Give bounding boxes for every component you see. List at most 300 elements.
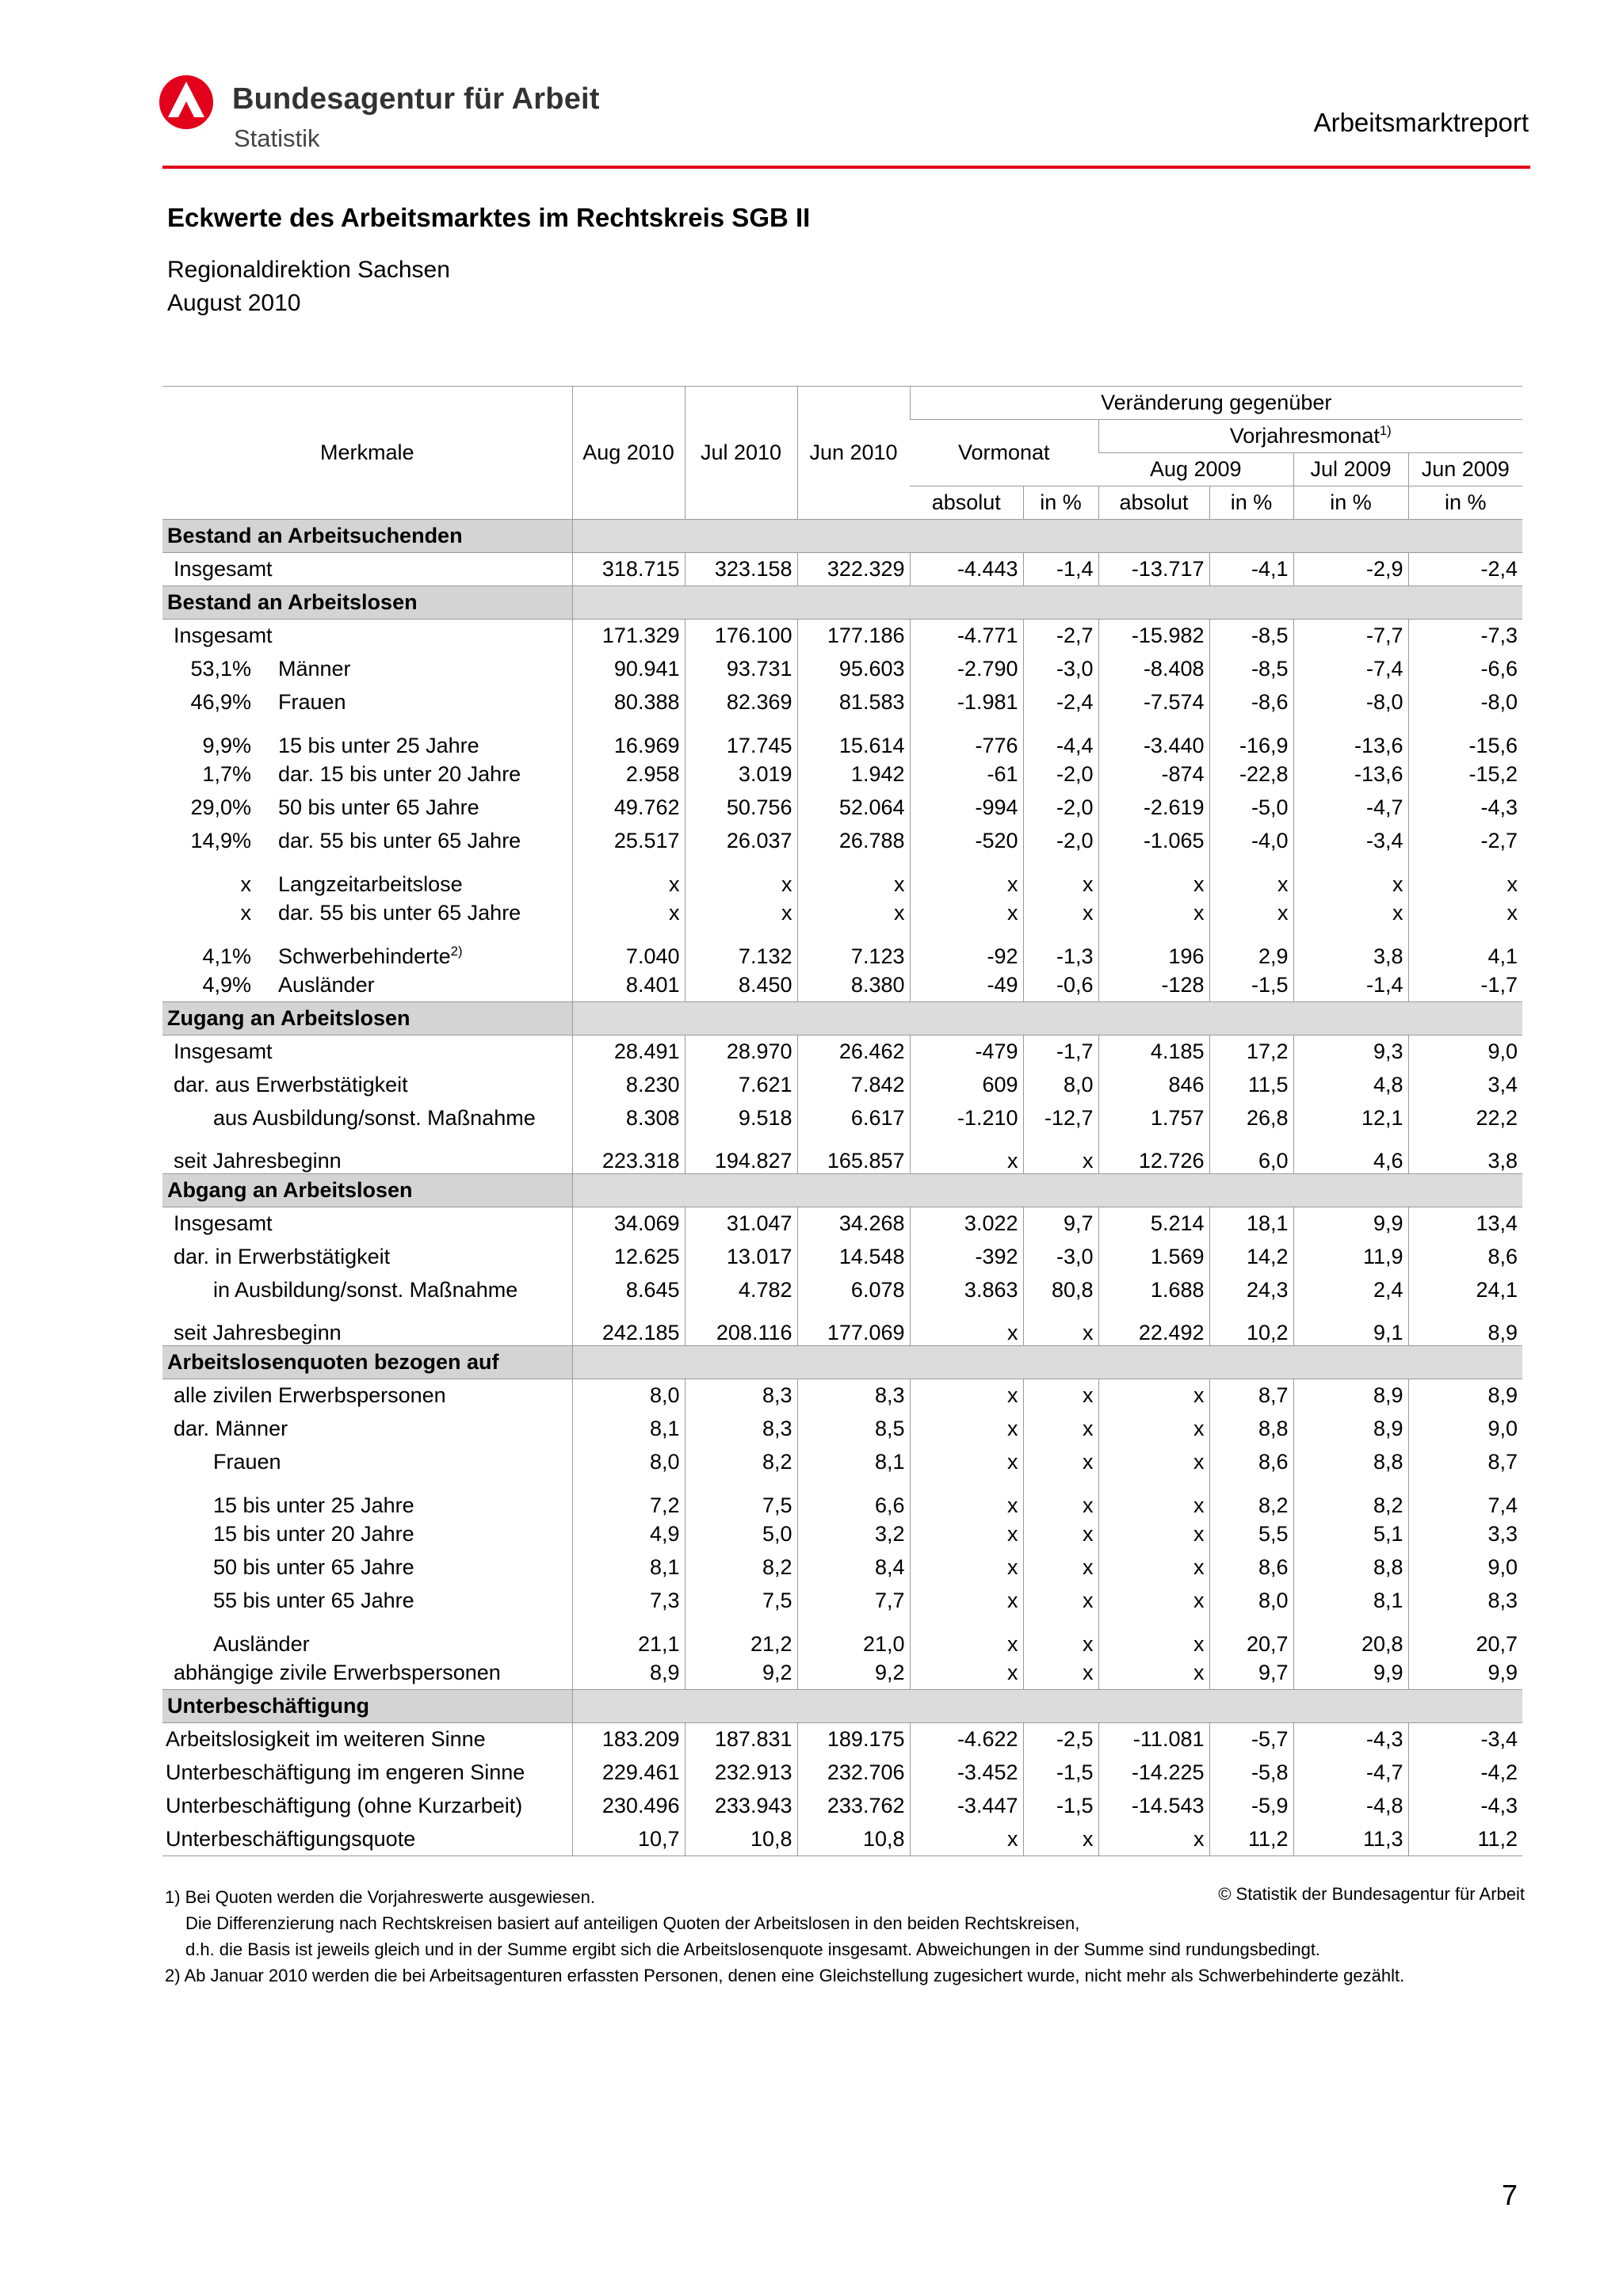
section-header	[162, 1002, 1522, 1035]
row-share: x	[240, 901, 251, 925]
page-number: 7	[1501, 2179, 1518, 2211]
table-cell: x	[1098, 1823, 1209, 1856]
table-cell: -2,9	[1293, 553, 1408, 586]
table-cell: 189.175	[797, 1723, 910, 1756]
table-cell: x	[1098, 1379, 1209, 1413]
table-cell: -11.081	[1098, 1723, 1209, 1756]
table-cell: 5,5	[1209, 1518, 1293, 1551]
table-cell: x	[910, 1379, 1023, 1413]
table-cell: 3,8	[1293, 930, 1408, 969]
table-cell: 11,3	[1293, 1823, 1408, 1856]
table-cell: x	[1098, 1585, 1209, 1618]
table-cell: 5,0	[685, 1518, 797, 1551]
table-cell: 28.970	[685, 1035, 797, 1069]
page-title: Eckwerte des Arbeitsmarktes im Rechtskreis SGB II	[167, 203, 811, 232]
table-cell: -5,8	[1209, 1756, 1293, 1790]
table-cell: 31.047	[685, 1207, 797, 1241]
table-cell: 13.017	[685, 1241, 797, 1274]
row-label	[162, 858, 572, 897]
table-cell: 7.842	[797, 1069, 910, 1102]
section-title: Bestand an Arbeitslosen	[162, 586, 572, 620]
table-cell: 323.158	[685, 553, 797, 586]
table-row	[162, 1035, 1522, 1069]
table-cell: -4,7	[1293, 1756, 1408, 1790]
row-label-text	[273, 901, 567, 925]
table-row	[162, 858, 1522, 897]
row-label	[162, 719, 572, 758]
table-cell: 7,4	[1408, 1479, 1522, 1518]
table-cell: 232.913	[685, 1756, 797, 1790]
table-cell: 8.230	[572, 1069, 685, 1102]
table-cell: -6,6	[1408, 653, 1522, 686]
table-cell: 7,3	[572, 1585, 685, 1618]
row-label	[162, 825, 572, 858]
table-cell: 233.943	[685, 1790, 797, 1823]
table-cell: 3.019	[685, 758, 797, 791]
row-label	[162, 897, 572, 930]
row-label: Unterbeschäftigungsquote	[162, 1823, 572, 1856]
table-cell: 318.715	[572, 553, 685, 586]
table-cell: 9,2	[685, 1657, 797, 1690]
table-cell: 3,4	[1408, 1069, 1522, 1102]
table-row	[162, 553, 1522, 586]
table-cell: -14.225	[1098, 1756, 1209, 1790]
table-cell: x	[1023, 1618, 1098, 1657]
table-cell: 9,3	[1293, 1035, 1408, 1069]
table-row	[162, 1823, 1522, 1856]
header-merkmale: Merkmale	[162, 387, 572, 520]
table-cell: -392	[910, 1241, 1023, 1274]
table-cell: 4.185	[1098, 1035, 1209, 1069]
table-cell: 50.756	[685, 791, 797, 825]
table-cell: -7,4	[1293, 653, 1408, 686]
table-cell: x	[1023, 858, 1098, 897]
table-cell: 28.491	[572, 1035, 685, 1069]
table-row	[162, 825, 1522, 858]
table-cell: 8,3	[1408, 1585, 1522, 1618]
header-pct-jun2009: in %	[1408, 486, 1522, 520]
table-cell: 20,7	[1408, 1618, 1522, 1657]
table-cell: x	[1023, 1823, 1098, 1856]
table-cell: 7,5	[685, 1479, 797, 1518]
section-title: Zugang an Arbeitslosen	[162, 1002, 572, 1035]
table-cell: 171.329	[572, 620, 685, 653]
table-cell: x	[1023, 1657, 1098, 1690]
table-cell: 8,3	[685, 1413, 797, 1446]
row-label-text	[273, 734, 567, 758]
footnote-1: 1) Bei Quoten werden die Vorjahreswerte ausgewiesen.	[165, 1887, 595, 1907]
table-cell: 8,2	[685, 1551, 797, 1585]
table-cell: 9,7	[1209, 1657, 1293, 1690]
table-cell: 15.614	[797, 719, 910, 758]
row-share: 9,9%	[202, 733, 251, 757]
row-label: Insgesamt	[174, 557, 273, 581]
table-cell: x	[910, 1585, 1023, 1618]
table-cell: 3.022	[910, 1207, 1023, 1241]
table-cell: -49	[910, 969, 1023, 1002]
row-label	[162, 758, 572, 791]
row-label-text-value: dar. 55 bis unter 65 Jahre	[278, 901, 521, 925]
table-row	[162, 686, 1522, 719]
table-cell: 1.688	[1098, 1274, 1209, 1307]
ba-logo-icon	[158, 74, 214, 130]
table-cell: 10,2	[1209, 1307, 1293, 1346]
table-cell: 232.706	[797, 1756, 910, 1790]
table-cell: -994	[910, 791, 1023, 825]
table-cell: -14.543	[1098, 1790, 1209, 1823]
table-cell: 9,0	[1408, 1551, 1522, 1585]
row-label: dar. aus Erwerbstätigkeit	[174, 1073, 408, 1097]
table-cell: 846	[1098, 1069, 1209, 1102]
table-cell: -2,5	[1023, 1723, 1098, 1756]
table-cell: 26,8	[1209, 1102, 1293, 1135]
header-pct-jul2009: in %	[1293, 486, 1408, 520]
table-cell: 8,8	[1293, 1551, 1408, 1585]
table-row	[162, 1790, 1522, 1823]
table-cell: -4,7	[1293, 791, 1408, 825]
table-row	[162, 1446, 1522, 1479]
table-cell: 10,7	[572, 1823, 685, 1856]
table-row	[162, 897, 1522, 930]
table-cell: -1.981	[910, 686, 1023, 719]
table-cell: 22.492	[1098, 1307, 1209, 1346]
header-jun2010: Jun 2010	[797, 387, 910, 520]
table-row	[162, 719, 1522, 758]
table-cell: x	[797, 858, 910, 897]
section-header	[162, 1174, 1522, 1207]
table-cell: 1.757	[1098, 1102, 1209, 1135]
table-cell: -12,7	[1023, 1102, 1098, 1135]
table-cell: 177.186	[797, 620, 910, 653]
table-cell: 8,1	[572, 1413, 685, 1446]
table-cell: 21,2	[685, 1618, 797, 1657]
table-cell: 322.329	[797, 553, 910, 586]
row-share: 53,1%	[190, 657, 251, 681]
table-cell: x	[572, 858, 685, 897]
table-cell: -7,7	[1293, 620, 1408, 653]
table-cell: -4.443	[910, 553, 1023, 586]
row-label: seit Jahresbeginn	[174, 1321, 342, 1344]
table-cell: x	[1098, 858, 1209, 897]
table-cell: 7.621	[685, 1069, 797, 1102]
table-cell: x	[1293, 858, 1408, 897]
row-label-text-value: 15 bis unter 25 Jahre	[278, 733, 479, 757]
table-cell: -7,3	[1408, 620, 1522, 653]
table-cell: 26.462	[797, 1035, 910, 1069]
table-row	[162, 1551, 1522, 1585]
row-label-text-value: Langzeitarbeitslose	[278, 871, 463, 896]
header-aug2010: Aug 2010	[572, 387, 685, 520]
table-cell: 8,9	[1293, 1413, 1408, 1446]
row-label	[162, 791, 572, 825]
section-header	[162, 520, 1522, 553]
row-label-text	[273, 657, 567, 681]
table-cell: -4.771	[910, 620, 1023, 653]
table-cell: 9,9	[1293, 1657, 1408, 1690]
table-cell: -1,4	[1023, 553, 1098, 586]
row-note: 2)	[450, 944, 463, 959]
table-cell: 17.745	[685, 719, 797, 758]
table-cell: -3,0	[1023, 1241, 1098, 1274]
header-jun2009: Jun 2009	[1408, 453, 1522, 486]
header-absolut-vorjahr: absolut	[1098, 486, 1209, 520]
row-label: Unterbeschäftigung (ohne Kurzarbeit)	[166, 1794, 523, 1817]
table-cell: 80.388	[572, 686, 685, 719]
table-cell: -8,5	[1209, 653, 1293, 686]
table-cell: 8,2	[1209, 1479, 1293, 1518]
header-aug2009: Aug 2009	[1098, 453, 1293, 486]
table-cell: -3.447	[910, 1790, 1023, 1823]
table-cell: -92	[910, 930, 1023, 969]
table-cell: 8.645	[572, 1274, 685, 1307]
table-cell: 93.731	[685, 653, 797, 686]
table-cell: 9,0	[1408, 1413, 1522, 1446]
table-cell: -15,2	[1408, 758, 1522, 791]
table-cell: x	[1098, 1446, 1209, 1479]
row-label-text-value: Schwerbehinderte	[278, 944, 451, 968]
table-cell: x	[797, 897, 910, 930]
table-cell: 8,6	[1408, 1241, 1522, 1274]
row-label-text-value: 50 bis unter 65 Jahre	[278, 795, 479, 819]
table-cell: 34.268	[797, 1207, 910, 1241]
table-row	[162, 1241, 1522, 1274]
table-cell: 8,0	[1023, 1069, 1098, 1102]
table-cell: 11,5	[1209, 1069, 1293, 1102]
table-cell: 16.969	[572, 719, 685, 758]
table-cell: -128	[1098, 969, 1209, 1002]
table-cell: 6,6	[797, 1479, 910, 1518]
row-label: seit Jahresbeginn	[174, 1149, 342, 1173]
table-cell: -13,6	[1293, 719, 1408, 758]
row-label: 50 bis unter 65 Jahre	[213, 1555, 414, 1579]
table-cell: 95.603	[797, 653, 910, 686]
header-jul2010: Jul 2010	[685, 387, 797, 520]
table-cell: 17,2	[1209, 1035, 1293, 1069]
table-cell: 18,1	[1209, 1207, 1293, 1241]
table-row	[162, 653, 1522, 686]
table-cell: 208.116	[685, 1307, 797, 1346]
table-cell: 3,3	[1408, 1518, 1522, 1551]
org-sub: Statistik	[234, 124, 320, 152]
table-cell: 11,9	[1293, 1241, 1408, 1274]
table-cell: -4,2	[1408, 1756, 1522, 1790]
table-cell: x	[910, 1518, 1023, 1551]
table-cell: 8.308	[572, 1102, 685, 1135]
row-label: 55 bis unter 65 Jahre	[213, 1589, 414, 1612]
table-cell: 8.401	[572, 969, 685, 1002]
table-cell: -3,4	[1408, 1723, 1522, 1756]
row-label-text-value: dar. 15 bis unter 20 Jahre	[278, 762, 521, 786]
table-cell: 11,2	[1209, 1823, 1293, 1856]
section-fill	[572, 1690, 1522, 1723]
table-cell: -2.619	[1098, 791, 1209, 825]
section-title: Bestand an Arbeitsuchenden	[162, 520, 572, 553]
table-cell: 12,1	[1293, 1102, 1408, 1135]
row-share: 46,9%	[190, 690, 251, 714]
table-row	[162, 1102, 1522, 1135]
table-row	[162, 1657, 1522, 1690]
table-cell: 20,8	[1293, 1618, 1408, 1657]
header-jul2009: Jul 2009	[1293, 453, 1408, 486]
table-cell: 26.037	[685, 825, 797, 858]
row-label: Arbeitslosigkeit im weiteren Sinne	[166, 1727, 486, 1752]
table-cell: 8.450	[685, 969, 797, 1002]
table-row	[162, 1585, 1522, 1618]
table-cell: 8,2	[1293, 1479, 1408, 1518]
table-cell: x	[1023, 1585, 1098, 1618]
row-label-text	[273, 690, 567, 715]
table-cell: -5,0	[1209, 791, 1293, 825]
section-fill	[572, 1002, 1522, 1035]
period-label: August 2010	[167, 290, 301, 316]
table-cell: 9,2	[797, 1657, 910, 1690]
table-cell: x	[910, 1657, 1023, 1690]
row-share: 4,1%	[202, 944, 251, 968]
table-cell: x	[910, 858, 1023, 897]
section-fill	[572, 586, 1522, 620]
table-cell: 8,0	[572, 1446, 685, 1479]
table-cell: x	[1408, 858, 1522, 897]
table-cell: 21,0	[797, 1618, 910, 1657]
row-label-text	[273, 973, 567, 997]
table-cell: 9,9	[1408, 1657, 1522, 1690]
table-cell: 177.069	[797, 1307, 910, 1346]
table-row	[162, 1413, 1522, 1446]
row-label-text	[273, 829, 567, 853]
table-cell: -2,4	[1408, 553, 1522, 586]
row-label: Insgesamt	[174, 1211, 273, 1236]
table-cell: 1.942	[797, 758, 910, 791]
table-cell: -0,6	[1023, 969, 1098, 1002]
table-cell: 165.857	[797, 1135, 910, 1174]
table-cell: -4.622	[910, 1723, 1023, 1756]
table-cell: x	[1098, 1413, 1209, 1446]
table-cell: 10,8	[797, 1823, 910, 1856]
table-cell: 26.788	[797, 825, 910, 858]
table-row	[162, 969, 1522, 1002]
row-label: 15 bis unter 25 Jahre	[213, 1493, 414, 1517]
table-row	[162, 1274, 1522, 1307]
header-vorjahresmonat: Vorjahresmonat$^{1)}$	[1098, 420, 1522, 453]
table-cell: 8,1	[797, 1446, 910, 1479]
table-cell: x	[1023, 1413, 1098, 1446]
table-cell: 1.569	[1098, 1241, 1209, 1274]
region-label: Regionaldirektion Sachsen	[167, 257, 450, 283]
table-cell: -479	[910, 1035, 1023, 1069]
table-cell: -520	[910, 825, 1023, 858]
table-cell: -4,3	[1408, 1790, 1522, 1823]
table-cell: -1.065	[1098, 825, 1209, 858]
table-cell: -8,5	[1209, 620, 1293, 653]
table-cell: 8,9	[1408, 1307, 1522, 1346]
row-label: Ausländer	[213, 1631, 310, 1656]
table-cell: -1,5	[1023, 1790, 1098, 1823]
row-label: Frauen	[213, 1450, 281, 1474]
table-cell: 8,5	[797, 1413, 910, 1446]
table-cell: 8,7	[1408, 1446, 1522, 1479]
table-cell: 20,7	[1209, 1618, 1293, 1657]
row-label: dar. in Erwerbstätigkeit	[174, 1245, 391, 1268]
header-pct-aug2009: in %	[1209, 486, 1293, 520]
table-cell: 242.185	[572, 1307, 685, 1346]
table-cell: 7,2	[572, 1479, 685, 1518]
table-row	[162, 1307, 1522, 1346]
table-cell: 8,2	[685, 1446, 797, 1479]
row-label-text-value: dar. 55 bis unter 65 Jahre	[278, 829, 521, 852]
table-cell: x	[572, 897, 685, 930]
table-cell: -3,4	[1293, 825, 1408, 858]
table-cell: 12.625	[572, 1241, 685, 1274]
table-row	[162, 1135, 1522, 1174]
table-cell: 49.762	[572, 791, 685, 825]
table-row	[162, 1723, 1522, 1756]
table-cell: 8,9	[572, 1657, 685, 1690]
table-cell: 7,7	[797, 1585, 910, 1618]
table-cell: -4,4	[1023, 719, 1098, 758]
table-cell: -2,4	[1023, 686, 1098, 719]
table-cell: 609	[910, 1069, 1023, 1102]
header-absolut-vormonat: absolut	[910, 486, 1023, 520]
table-cell: 2,9	[1209, 930, 1293, 969]
row-label: Unterbeschäftigung im engeren Sinne	[166, 1760, 525, 1784]
table-cell: x	[910, 1551, 1023, 1585]
table-cell: 187.831	[685, 1723, 797, 1756]
table-row	[162, 1069, 1522, 1102]
table-cell: 8,0	[572, 1379, 685, 1413]
table-cell: 233.762	[797, 1790, 910, 1823]
table-cell: x	[1098, 1618, 1209, 1657]
section-title: Arbeitslosenquoten bezogen auf	[162, 1346, 572, 1379]
table-cell: 196	[1098, 930, 1209, 969]
table-cell: 22,2	[1408, 1102, 1522, 1135]
table-cell: 3.863	[910, 1274, 1023, 1307]
table-cell: x	[1293, 897, 1408, 930]
table-cell: 7.040	[572, 930, 685, 969]
section-header	[162, 1690, 1522, 1723]
section-header	[162, 1346, 1522, 1379]
row-label: dar. Männer	[174, 1417, 288, 1440]
table-cell: 183.209	[572, 1723, 685, 1756]
row-label	[162, 653, 572, 686]
table-cell: -61	[910, 758, 1023, 791]
table-cell: 2.958	[572, 758, 685, 791]
table-cell: x	[1098, 1551, 1209, 1585]
table-cell: 3,2	[797, 1518, 910, 1551]
table-cell: 8,6	[1209, 1446, 1293, 1479]
table-cell: -1,7	[1408, 969, 1522, 1002]
table-cell: -4,8	[1293, 1790, 1408, 1823]
table-cell: 7.123	[797, 930, 910, 969]
table-cell: 194.827	[685, 1135, 797, 1174]
table-cell: -4,3	[1293, 1723, 1408, 1756]
header-vormonat: Vormonat	[910, 420, 1098, 486]
table-cell: 81.583	[797, 686, 910, 719]
table-cell: -1,7	[1023, 1035, 1098, 1069]
table-cell: 14.548	[797, 1241, 910, 1274]
row-label-text-value: Frauen	[278, 690, 346, 714]
table-cell: -2.790	[910, 653, 1023, 686]
table-cell: x	[1023, 1307, 1098, 1346]
table-row	[162, 791, 1522, 825]
footnote-1b: Die Differenzierung nach Rechtskreisen basiert auf anteiligen Quoten der Arbeitslosen in den beiden Rechtskreisen,	[185, 1913, 1080, 1933]
table-cell: -1,5	[1023, 1756, 1098, 1790]
table-cell: 8,8	[1293, 1446, 1408, 1479]
table-cell: -776	[910, 719, 1023, 758]
table-cell: -5,9	[1209, 1790, 1293, 1823]
table-cell: 8,9	[1408, 1379, 1522, 1413]
table-cell: x	[685, 858, 797, 897]
table-cell: 8,4	[797, 1551, 910, 1585]
